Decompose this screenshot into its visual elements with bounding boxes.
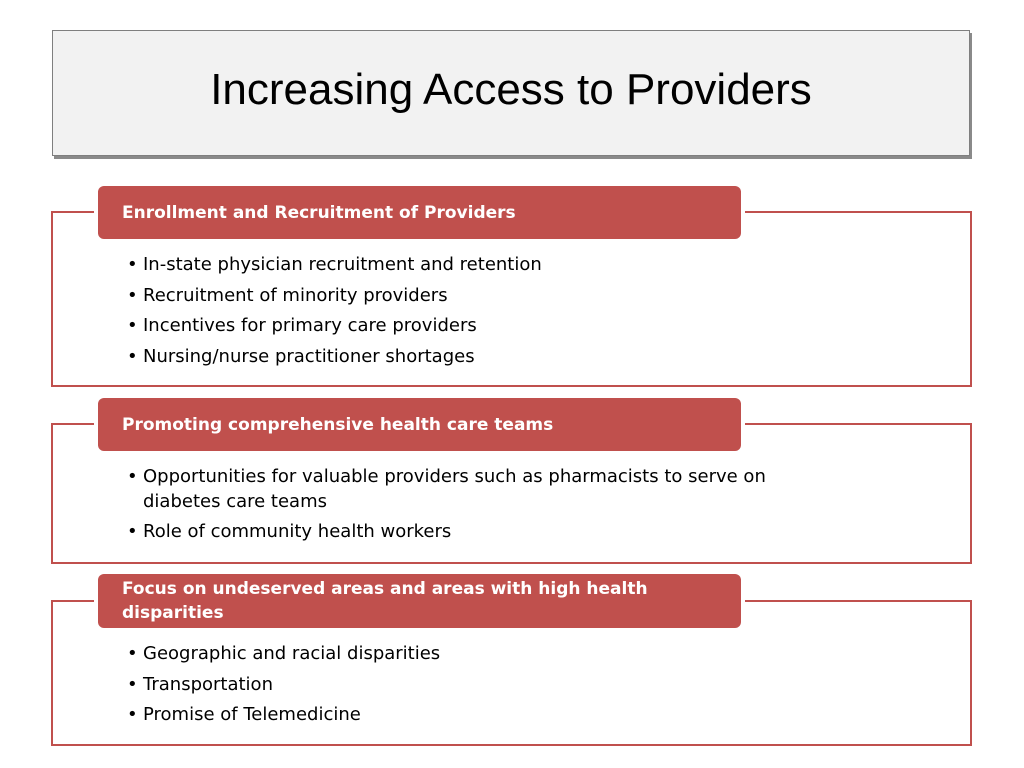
bullet-list-enrollment <box>125 252 843 374</box>
slide-title: Increasing Access to Providers <box>210 65 812 114</box>
section-header-teams <box>98 398 741 451</box>
list-item: • Promise of Telemedicine <box>125 702 843 727</box>
section-header-enrollment <box>98 186 741 239</box>
list-item: • In-state physician recruitment and retention <box>125 252 843 277</box>
list-item: • Geographic and racial disparities <box>125 641 843 666</box>
section-header-label: Focus on undeserved areas and areas with high health disparities <box>122 579 648 623</box>
list-item: • Opportunities for valuable providers such as pharmacists to serve on diabetes care teams <box>125 464 843 514</box>
list-item: • Incentives for primary care providers <box>125 313 843 338</box>
section-header-label: Promoting comprehensive health care teams <box>122 414 554 435</box>
list-item: • Nursing/nurse practitioner shortages <box>125 344 843 369</box>
list-item: • Transportation <box>125 672 843 697</box>
bullet-list-teams <box>125 464 843 550</box>
list-item: • Role of community health workers <box>125 519 843 544</box>
section-header-disparities <box>98 574 741 628</box>
slide-title-box <box>52 30 970 156</box>
bullet-list-disparities <box>125 641 843 733</box>
list-item: • Recruitment of minority providers <box>125 283 843 308</box>
section-header-label: Enrollment and Recruitment of Providers <box>122 202 516 223</box>
